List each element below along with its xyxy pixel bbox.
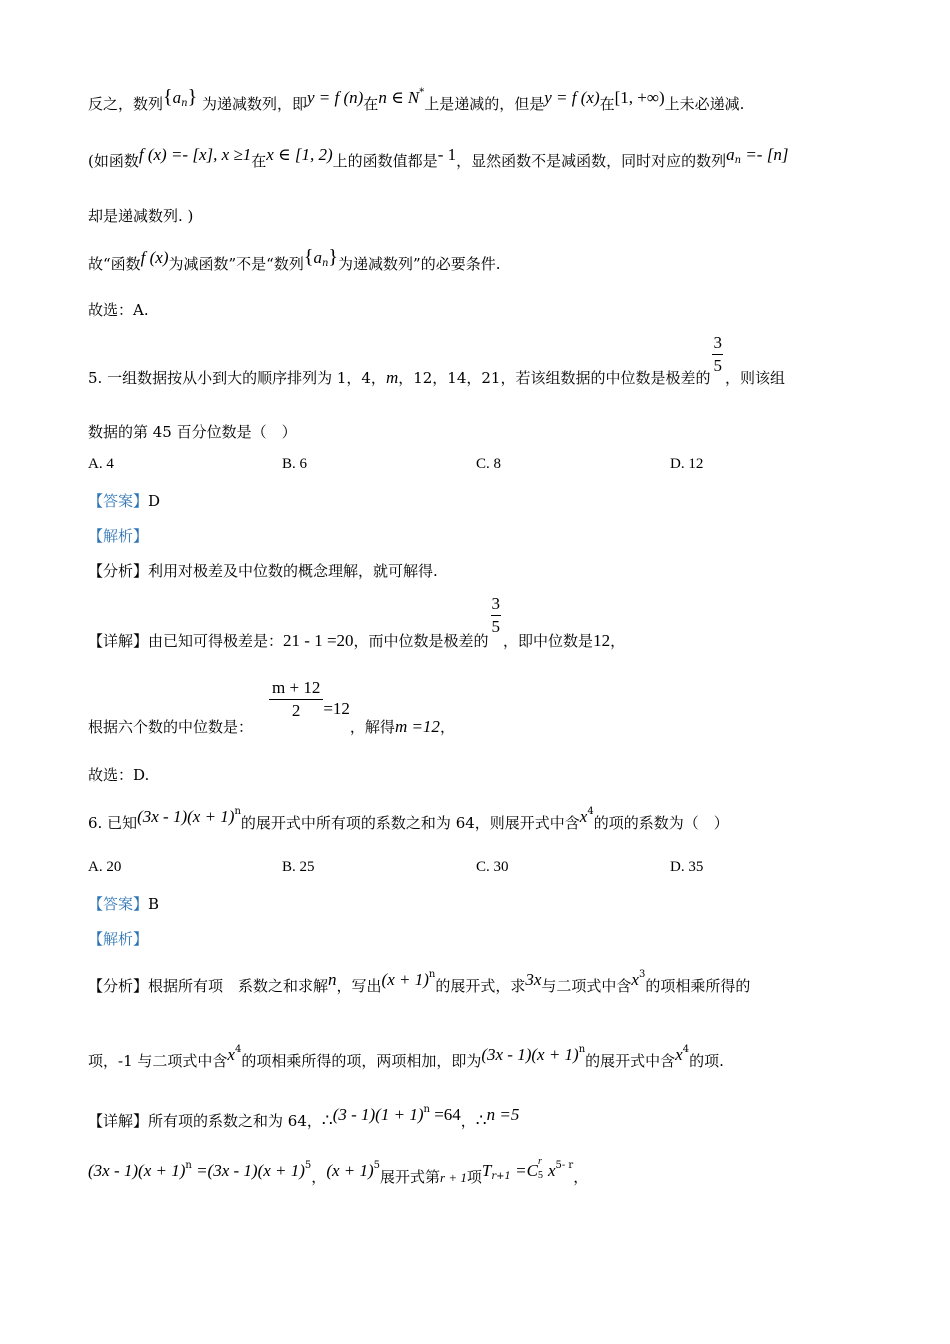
denominator: 5 [491,617,501,636]
math-x: x [579,807,588,826]
text: 上的函数值都是 [332,152,438,170]
math-neg1: - 1 [437,145,457,164]
xiangjie-tag: 【详解】 [88,1112,149,1130]
math-T: T [481,1161,492,1180]
text: 所有项的系数之和为 64， [148,1112,322,1130]
option-d: D. 35 [670,859,704,875]
math-median-rhs: =12 [323,698,350,718]
line-necessary-condition [88,246,870,275]
text: 的项. [689,1052,724,1070]
c-indices [537,1156,548,1182]
fraction-median [269,677,323,722]
superscript: 4 [234,1044,242,1055]
superscript: 5 [304,1160,312,1171]
superscript: r [537,1156,542,1167]
fenxi-tag: 【分析】 [88,562,149,580]
brace: { [303,246,314,268]
math-3x: 3x [525,970,542,989]
option-c: C. 8 [476,456,502,472]
text: 根据六个数的中位数是： [88,717,254,736]
text: 数据的第 45 百分位数是（ ） [88,423,297,441]
analysis-tag-6 [88,928,870,949]
math-expr: (3x - 1)(x + 1) [88,1161,186,1180]
text: 故“函数 [88,255,141,273]
text: 故选：D. [88,766,150,784]
text: 上是递减的，但是 [424,95,545,113]
therefore-symbol: ∴ [475,1111,487,1130]
subscript: n [734,155,742,166]
text: ， [610,631,626,650]
denominator: 2 [291,701,301,720]
math-x: x [675,1045,683,1064]
math-x-plus-1: (x + 1) [381,970,429,989]
therefore-symbol: ∴ [321,1111,333,1130]
answer-tag: 【答案】 [88,895,149,913]
text: 为递减数列”的必要条件. [338,255,501,273]
text: ，写出 [336,977,382,995]
text: 的项相乘所得的项，两项相加，即为 [241,1052,482,1070]
math-C: =C [510,1161,538,1180]
xiangjie-tag: 【详解】 [88,631,149,650]
math-m: m [385,367,399,387]
fenxi-5 [88,560,870,581]
line-example-function [88,145,870,172]
text: 反之，数列 [88,95,164,113]
math-m-eq: m =12 [394,716,440,736]
math-expr-rhs: =(3x - 1)(x + 1) [191,1161,305,1180]
math-12: 12 [593,630,611,650]
superscript: 5 [373,1160,381,1171]
math-n-in: n ∈ N [378,88,420,107]
math-n-eq: n =5 [486,1105,520,1124]
text: ，即中位数是 [503,631,594,650]
math-x: x [547,1161,556,1180]
text: 项，-1 与二项式中含 [88,1052,228,1070]
xiangjie-6 [88,1104,870,1131]
text: 为递减数列，即 [201,95,307,113]
text: 故选：A. [88,301,149,319]
superscript: n [578,1044,586,1055]
superscript: 4 [587,806,594,817]
text: 根据所有项 系数之和求解 [148,977,329,995]
answer-6 [88,893,870,914]
line-median [88,677,870,736]
text: 与二项式中含 [541,977,632,995]
text: 项 [466,1168,482,1186]
subscript: r+1 [491,1171,511,1182]
math-n: n [328,970,337,989]
superscript: n [423,1104,430,1115]
numerator: m + 12 [272,678,321,697]
answer-tag: 【答案】 [88,492,149,510]
text: 上未必递减. [664,95,745,113]
denominator: 5 [713,356,722,375]
subscript: n [321,258,329,269]
subscript: n [181,98,188,109]
analysis-tag: 【解析】 [88,527,149,545]
text: ， [460,1112,476,1130]
option-d: D. 12 [670,456,704,472]
fenxi-tag: 【分析】 [88,977,149,995]
subscript: 5 [537,1170,543,1181]
answer-value: B [148,895,160,913]
superscript: 5- r [555,1160,574,1171]
math-expr: (3x - 1)(x + 1) [137,807,235,826]
brace: } [187,86,198,108]
text: 的展开式，求 [435,977,526,995]
option-b: B. 25 [282,859,315,875]
brace: { [163,86,173,108]
brace: } [328,246,339,268]
analysis-tag: 【解析】 [88,930,149,948]
text: 利用对极差及中位数的概念理解，就可解得. [148,562,438,580]
math-y-fx: y = f (x) [544,88,600,107]
text: 展开式第 [380,1168,441,1186]
text: 由已知可得极差是： [148,631,284,650]
numerator: 3 [713,333,722,352]
text: ， [311,1168,327,1186]
math-x: x [227,1045,235,1064]
text: (如函数 [88,152,139,170]
math-x: x [631,970,639,989]
question-5-cont [88,421,870,442]
analysis-tag-5 [88,525,870,546]
text: 在 [599,95,615,113]
fenxi-6 [88,969,870,996]
line-decreasing-sequence [88,86,870,115]
fraction-3-5 [489,593,504,638]
superscript: 4 [682,1044,690,1055]
numerator: 3 [491,594,501,613]
math-x-plus-1: (x + 1) [326,1161,374,1180]
math-fx: f (x) [140,248,169,267]
expansion-line [88,1156,870,1188]
line-still-decreasing [88,205,870,226]
text: 为减函数”不是“数列 [168,255,304,273]
superscript: n [185,1160,192,1171]
superscript: n [234,806,241,817]
xiangjie-5 [88,593,870,650]
math-y-fn: y = f (n) [306,88,364,107]
math-an-rhs: =- [n] [741,145,789,164]
text: 在 [363,95,379,113]
text: 在 [251,152,267,170]
fraction-3-5 [710,332,725,377]
superscript: * [419,87,425,98]
text: 的项的系数为（ ） [593,814,729,832]
math-sum-rhs: =64 [429,1105,461,1124]
text: ， [573,1168,589,1186]
text: ，则该组 [724,368,785,387]
text: ，而中位数是极差的 [353,631,489,650]
math-an: a [313,248,322,267]
math-an: a [726,145,735,164]
answer-value: D [148,492,161,510]
math-x-in: x ∈ [1, 2) [266,145,333,164]
text: 的项相乘所得的 [645,977,751,995]
math-fx-def: f (x) =- [x], x ≥1 [138,145,252,164]
math-r-plus-1: r + 1 [440,1170,467,1185]
text: ，解得 [349,717,395,736]
text: 6. 已知 [88,814,138,832]
text: 的展开式中含 [585,1052,676,1070]
answer-5 [88,490,870,511]
superscript: n [428,969,436,980]
text: 的展开式中所有项的系数之和为 64，则展开式中含 [240,814,580,832]
text: ，12，14，21，若该组数据的中位数是极差的 [398,368,711,387]
math-an: a [172,88,182,107]
text: 5. 一组数据按从小到大的顺序排列为 1，4， [88,368,386,387]
superscript: 3 [638,969,646,980]
text: ，显然函数不是减函数，同时对应的数列 [456,152,727,170]
fenxi-6-cont [88,1044,870,1071]
text: ， [439,717,455,736]
math-expr: (3x - 1)(x + 1) [481,1045,579,1064]
line-choose-d [88,764,870,785]
option-b: B. 6 [282,456,308,472]
option-a: A. 20 [88,859,122,875]
text: 却是递减数列. ) [88,207,194,225]
question-5 [88,332,870,387]
line-choose-a [88,299,870,320]
option-c: C. 30 [476,859,509,875]
math-sum: (3 - 1)(1 + 1) [332,1105,424,1124]
math-interval: [1, +∞) [614,88,665,107]
math-range: 21 - 1 =20 [283,630,354,650]
option-a: A. 4 [88,456,114,472]
question-6 [88,806,870,833]
